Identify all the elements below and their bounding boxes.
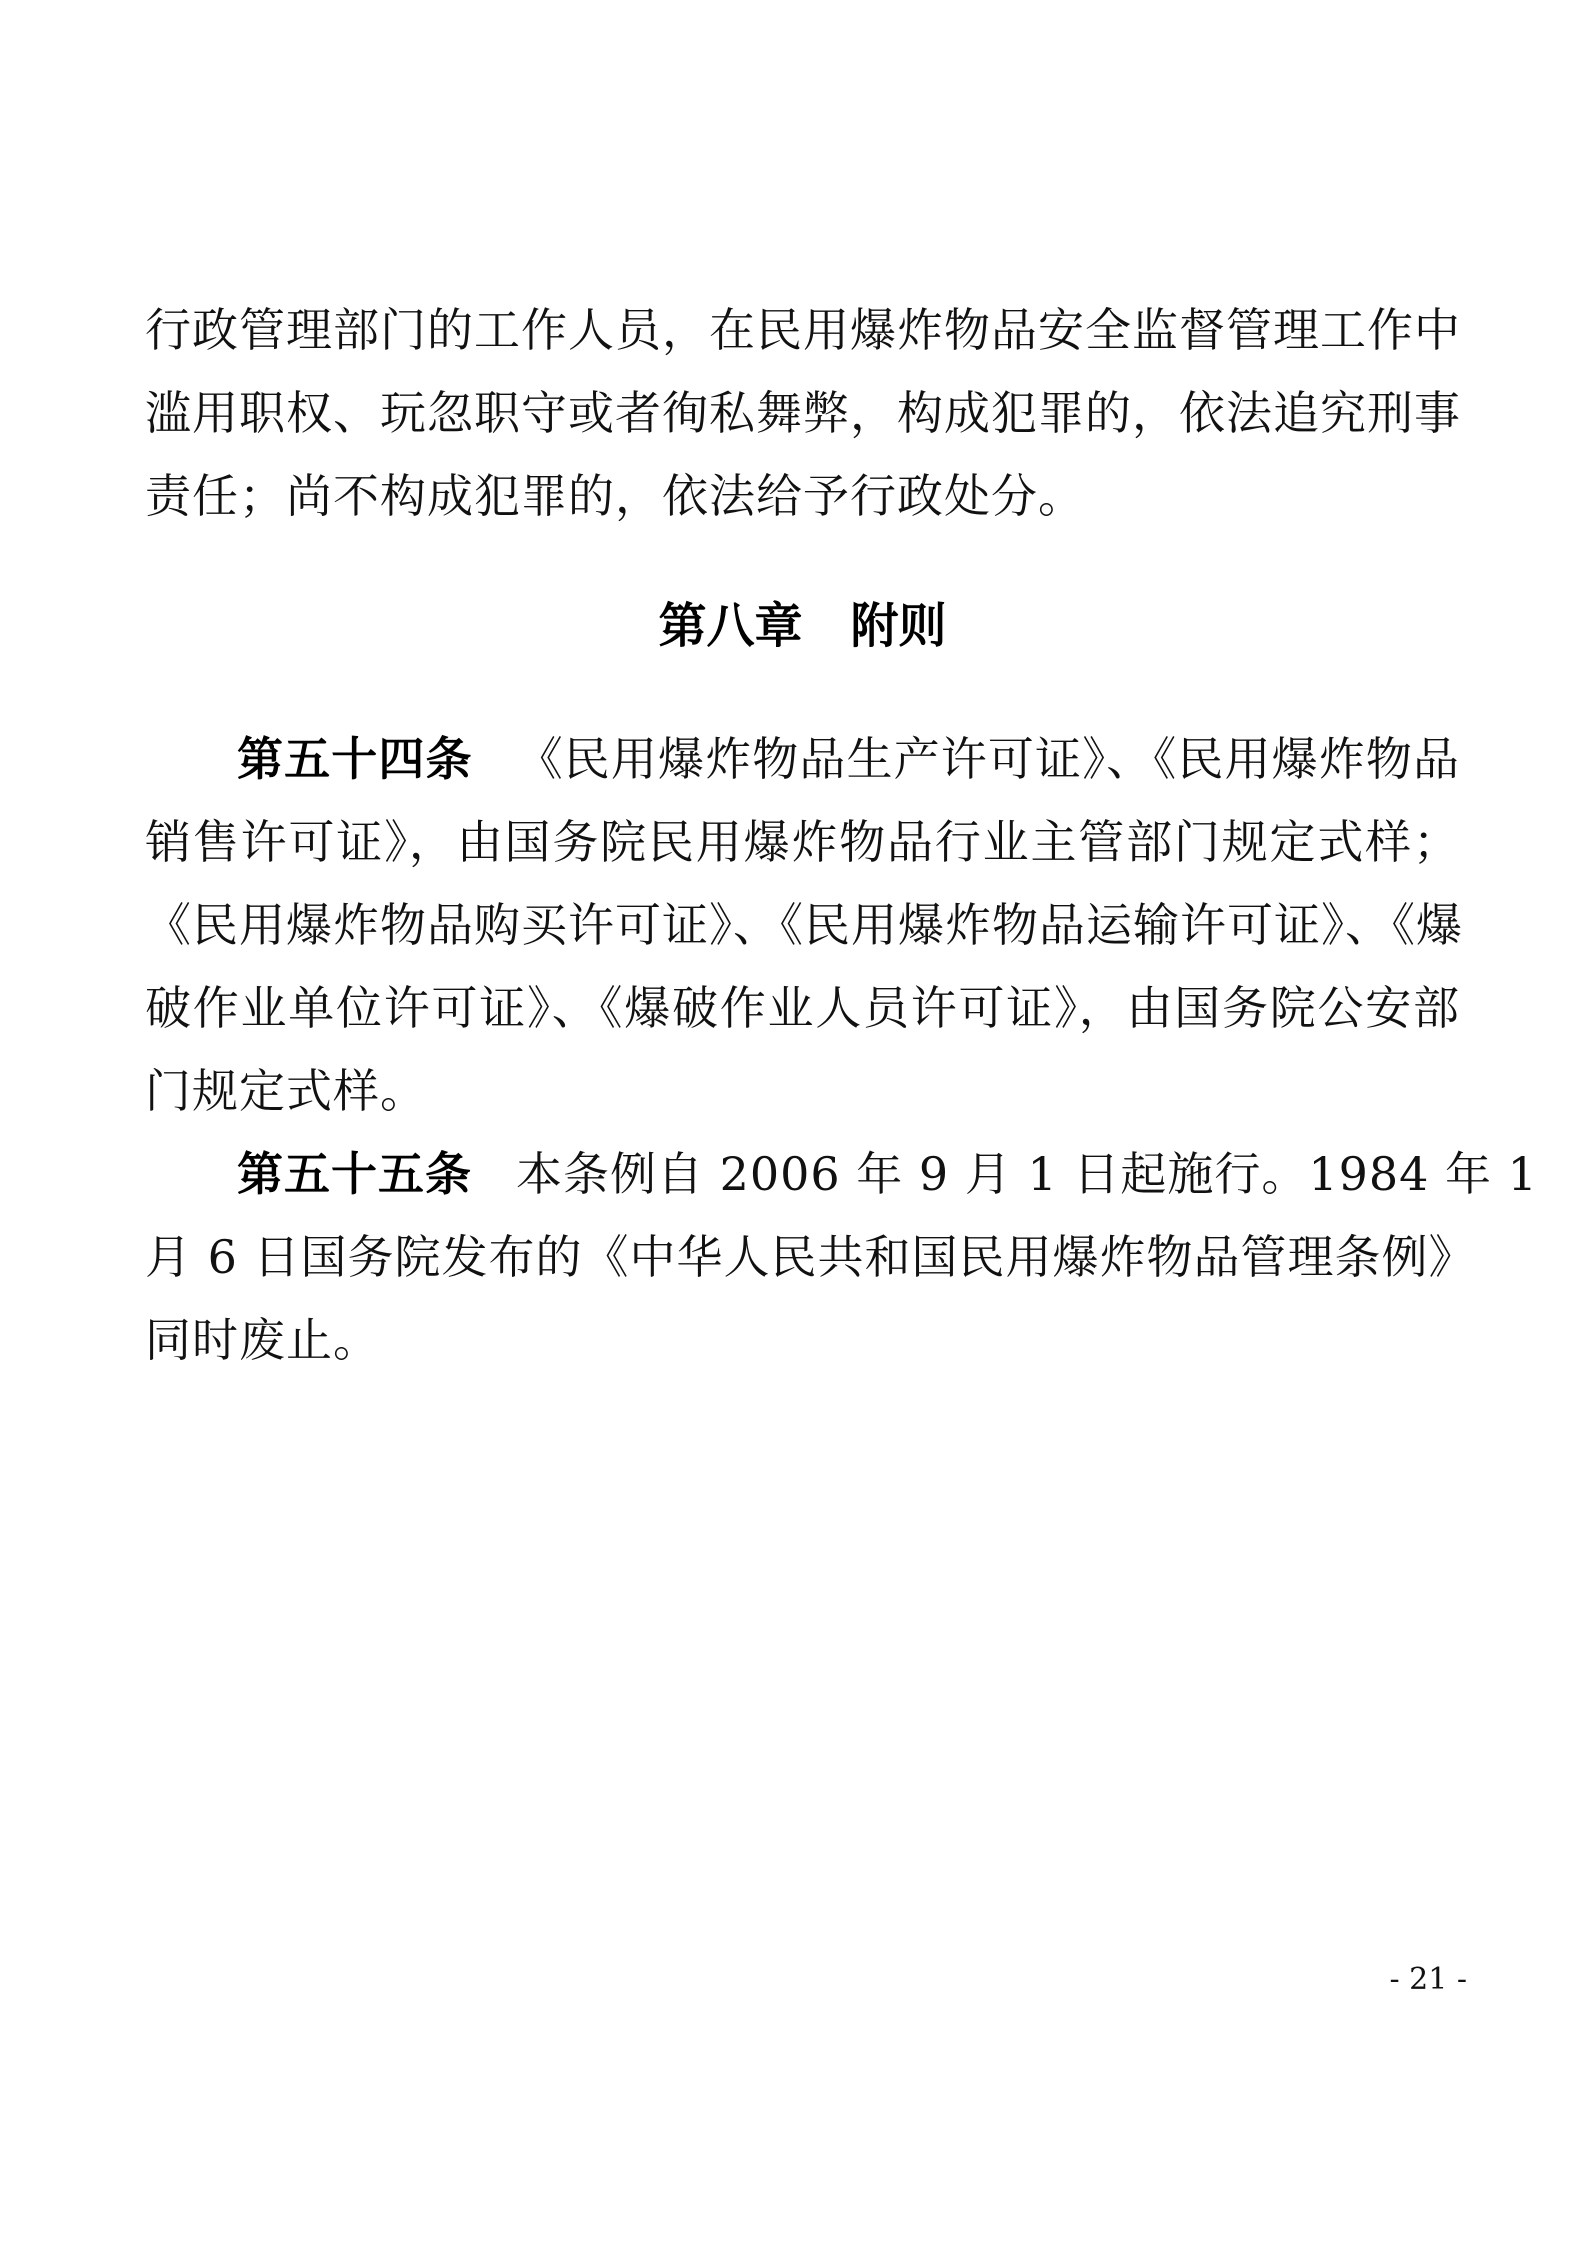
article-55-label: 第五十五条 (237, 1147, 472, 1201)
chapter-number: 第八章 (658, 598, 803, 654)
article-54-line-3: 《民用爆炸物品购买许可证》、《民用爆炸物品运输许可证》、《爆 (145, 898, 1463, 952)
intro-line-1: 行政管理部门的工作人员，在民用爆炸物品安全监督管理工作中 (145, 303, 1461, 357)
article-54 (145, 718, 1463, 1133)
article-55-line-1-text: 本条例自 2006 年 9 月 1 日起施行。1984 年 1 (516, 1147, 1538, 1201)
article-55-line-2: 月 6 日国务院发布的《中华人民共和国民用爆炸物品管理条例》 (145, 1230, 1476, 1284)
page-number: - 21 - (1389, 1962, 1467, 1997)
article-54-line-1-text: 《民用爆炸物品生产许可证》、《民用爆炸物品 (516, 732, 1461, 786)
article-54-line-4: 破作业单位许可证》、《爆破作业人员许可证》，由国务院公安部 (145, 981, 1460, 1035)
intro-line-2: 滥用职权、玩忽职守或者徇私舞弊，构成犯罪的，依法追究刑事 (145, 386, 1461, 440)
article-54-label: 第五十四条 (237, 732, 473, 786)
article-55 (145, 1133, 1538, 1382)
article-54-line-1 (145, 718, 1460, 801)
intro-paragraph (145, 289, 1460, 538)
article-55-line-1 (145, 1133, 1538, 1216)
intro-line-3: 责任；尚不构成犯罪的，依法给予行政处分。 (145, 469, 1085, 523)
article-54-line-2: 销售许可证》，由国务院民用爆炸物品行业主管部门规定式样； (145, 815, 1460, 869)
article-54-line-5: 门规定式样。 (145, 1064, 427, 1118)
document-body (145, 289, 1538, 1382)
chapter-heading (145, 585, 1460, 668)
chapter-title: 附则 (850, 598, 947, 654)
article-55-line-3: 同时废止。 (145, 1313, 380, 1367)
